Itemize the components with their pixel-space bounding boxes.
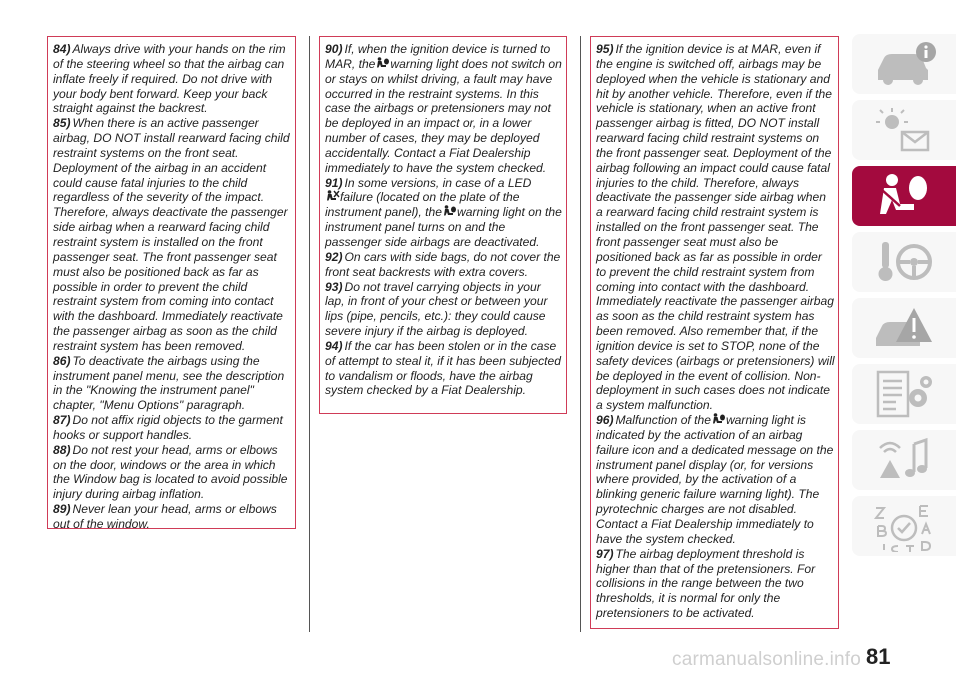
note-96: 96) Malfunction of the warning light is indicated by the activation of an airbag failure icon and a dedicated message on the instrument panel display (or, for versions where provided, by the activation of a blinking generic failure warning light). The pyrotechnic charges are not disabled. Contact a Fiat Dealership immediately to have the system checked. (596, 413, 834, 546)
notes-column-3 (590, 36, 839, 629)
multimedia-icon (870, 434, 938, 486)
tab-index[interactable] (852, 496, 956, 556)
key-steering-wheel-icon (870, 236, 938, 288)
note-97: 97) The airbag deployment threshold is higher than that of the pretensioners. For collisions in the range between the two thresholds, it is normal for only the pretensioners to be activated. (596, 546, 816, 621)
seat-belt-airbag-icon (870, 170, 938, 222)
tab-multimedia[interactable] (852, 430, 956, 490)
airbag-warning-icon (442, 205, 457, 218)
note-92: 92) On cars with side bags, do not cover the front seat backrests with extra covers. (325, 249, 561, 279)
tab-in-an-emergency[interactable] (852, 298, 956, 358)
notes-column-1 (47, 36, 296, 529)
dashboard-lights-icon (870, 104, 938, 156)
page-number: 81 (866, 644, 891, 669)
maintenance-gear-icon (870, 368, 938, 420)
note-86: 86) To deactivate the airbags using the instrument panel menu, see the description in the "Knowing the instrument panel" chapter, "Menu Options" paragraph. (53, 353, 285, 413)
tab-starting-and-driving[interactable] (852, 232, 956, 292)
passenger-airbag-off-icon (325, 190, 340, 203)
note-89: 89) Never lean your head, arms or elbows out of the window. (53, 502, 277, 531)
note-93: 93) Do not travel carrying objects in your lap, in front of your chest or between your lips (pipe, pencils, etc.): they could cause severe injury if the airbag is deployed. (325, 279, 548, 339)
column-divider (309, 36, 310, 632)
column-divider (580, 36, 581, 632)
note-95: 95) If the ignition device is at MAR, even if the engine is switched off, airbags may be deployed when the vehicle is stationary and hit by another vehicle. Therefore, even if the vehicle is stationary, when an active front passenger airbag is fitted, DO NOT install rearward facing child restraint systems on the front passenger seat. Deployment of the airbag following an impact could cause fatal injuries to the child. Therefore, always deactivate the passenger side airbag when a rearward facing child restraint system is installed on the front passenger seat. The front passenger seat must also be positioned back as far as possible in order to prevent the child restraint system from coming into contact with the dashboard. Immediately reactivate the passenger airbag as soon as the child restraint system has been removed. Also remember that, if the ignition device is set to STOP, none of the safety devices (airbags or pretensioners) will be deployed in the event of collision. Non-deployment in such cases does not indicate a system malfunction. (596, 42, 835, 413)
note-85: 85) When there is an active passenger airbag, DO NOT install rearward facing child restraint systems on the front seat. Deployment of the airbag in an accident could cause fatal injuries to the child regardless of the severity of the impact. Therefore, always deactivate the passenger side airbag when a rearward facing child restraint system is installed on the front passenger seat. The front passenger seat must also be positioned back as far as possible in order to prevent the child restraint system from coming into contact with the dashboard. Immediately reactivate the passenger airbag as soon as the child restraint system has been removed. (53, 116, 290, 353)
tab-knowing-your-car[interactable] (852, 34, 956, 94)
chapter-sidebar (852, 34, 960, 562)
note-87: 87) Do not affix rigid objects to the garment hooks or support handles. (53, 413, 283, 442)
warning-triangle-car-icon (870, 302, 938, 354)
note-94: 94) If the car has been stolen or in the case of attempt to steal it, if it has been subjected to vandalism or floods, have the airbag system checked by a Fiat Dealership. (325, 338, 561, 398)
index-letters-icon (870, 500, 938, 552)
note-84: 84) Always drive with your hands on the rim of the steering wheel so that the airbag can inflate freely if required. Do not drive with your body bent forward. Keep your back straight against the backrest. (53, 42, 286, 116)
tab-knowing-the-instrument-panel[interactable] (852, 100, 956, 160)
airbag-warning-icon (711, 413, 726, 426)
note-91: 91) In some versions, in case of a LED failure (located on the plate of the instrument panel), the warning light on the instrument panel turns on and the passenger side airbags are deactivated. (325, 175, 562, 249)
car-info-icon (870, 38, 938, 90)
tab-safety[interactable] (852, 166, 956, 226)
note-90: 90) If, when the ignition device is turned to MAR, the warning light does not switch on or stays on whilst driving, a fault may have occurred in the restraint systems. In this case the airbags or pretensioners may not be deployed in an impact or, in a lower number of cases, they may be deployed accidentally. Contact a Fiat Dealership immediately to have the system checked. (325, 42, 562, 175)
notes-column-2 (319, 36, 567, 414)
airbag-warning-icon (375, 57, 390, 70)
tab-servicing-and-maintenance[interactable] (852, 364, 956, 424)
watermark: carmanualsonline.info (672, 649, 862, 670)
note-88: 88) Do not rest your head, arms or elbows on the door, windows or the area in which the Window bag is located to avoid possible injury during airbag inflation. (53, 442, 288, 502)
